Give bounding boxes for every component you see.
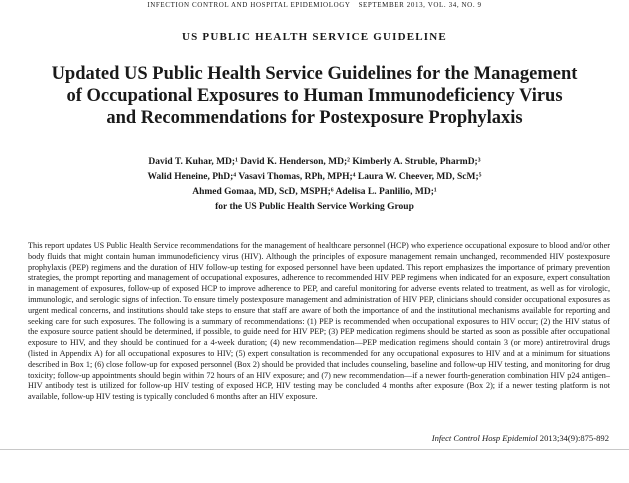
journal-name: INFECTION CONTROL AND HOSPITAL EPIDEMIOLOGY	[147, 1, 351, 9]
author-line: Walid Heneine, PhD;⁴ Vasavi Thomas, RPh, MPH;⁴ Laura W. Cheever, MD, ScM;⁵	[147, 172, 482, 182]
issue-info: SEPTEMBER 2013, VOL. 34, NO. 9	[358, 1, 482, 9]
section-label: US PUBLIC HEALTH SERVICE GUIDELINE	[182, 31, 447, 43]
author-list	[60, 155, 569, 215]
citation	[432, 433, 609, 443]
title-line: and Recommendations for Postexposure Prophylaxis	[106, 108, 523, 128]
citation-journal: Infect Control Hosp Epidemiol	[431, 433, 538, 443]
author-line: Ahmed Gomaa, MD, ScD, MSPH;⁶ Adelisa L. Panlilio, MD;¹	[192, 187, 437, 197]
title-line: Updated US Public Health Service Guidelines for the Management	[51, 64, 578, 84]
running-header	[0, 1, 629, 9]
bottom-divider	[0, 449, 629, 450]
author-line: David T. Kuhar, MD;¹ David K. Henderson, MD;² Kimberly A. Struble, PharmD;³	[148, 157, 481, 167]
title-line: of Occupational Exposures to Human Immunodeficiency Virus	[66, 86, 563, 106]
article-title	[40, 63, 589, 129]
citation-ref: 2013;34(9):875-892	[539, 433, 609, 443]
abstract: This report updates US Public Health Service recommendations for the management of healthcare personnel (HCP) who experience occupational exposure to blood and/or other body fluids that might contain human immunodeficiency virus (HIV). Although the principles of exposure management remain unchanged, recommended HIV postexposure prophylaxis (PEP) regimens and the duration of HIV follow-up testing for exposed personnel have been updated. This report emphasizes the importance of primary prevention strategies, the prompt reporting and management of occupational exposures, adherence to recommended HIV PEP regimens when indicated for an exposure, expert consultation in management of exposures, follow-up of exposed HCP to improve adherence to PEP, and careful monitoring for adverse events related to treatment, as well as for virologic, immunologic, and serologic signs of infection. To ensure timely postexposure management and administration of HIV PEP, clinicians should consider occupational exposures as urgent medical concerns, and institutions should take steps to ensure that staff are aware of both the importance of and the institutional mechanisms available for reporting and seeking care for such exposures. The following is a summary of recommendations: (1) PEP is recommended when occupational exposures to HIV occur; (2) the HIV status of the exposure source patient should be determined, if possible, to guide need for HIV PEP; (3) PEP medication regimens should be started as soon as possible after occupational exposure to HIV, and they should be continued for a 4-week duration; (4) new recommendation—PEP medication regimens should contain 3 (or more) antiretroviral drugs (listed in Appendix A) for all occupational exposures to HIV; (5) expert consultation is recommended for any occupational exposures to HIV and at a minimum for situations described in Box 1; (6) close follow-up for exposed personnel (Box 2) should be provided that includes counseling, baseline and follow-up HIV testing, and monitoring for drug toxicity; follow-up appointments should begin within 72 hours of an HIV exposure; and (7) new recommendation—if a newer fourth-generation combination HIV p24 antigen–HIV antibody test is utilized for follow-up HIV testing of exposed HCP, HIV testing may be concluded 4 months after exposure (Box 2); if a newer testing platform is not available, follow-up HIV testing is typically concluded 6 months after an HIV exposure.	[28, 241, 610, 402]
working-group-line: for the US Public Health Service Working Group	[215, 202, 414, 212]
